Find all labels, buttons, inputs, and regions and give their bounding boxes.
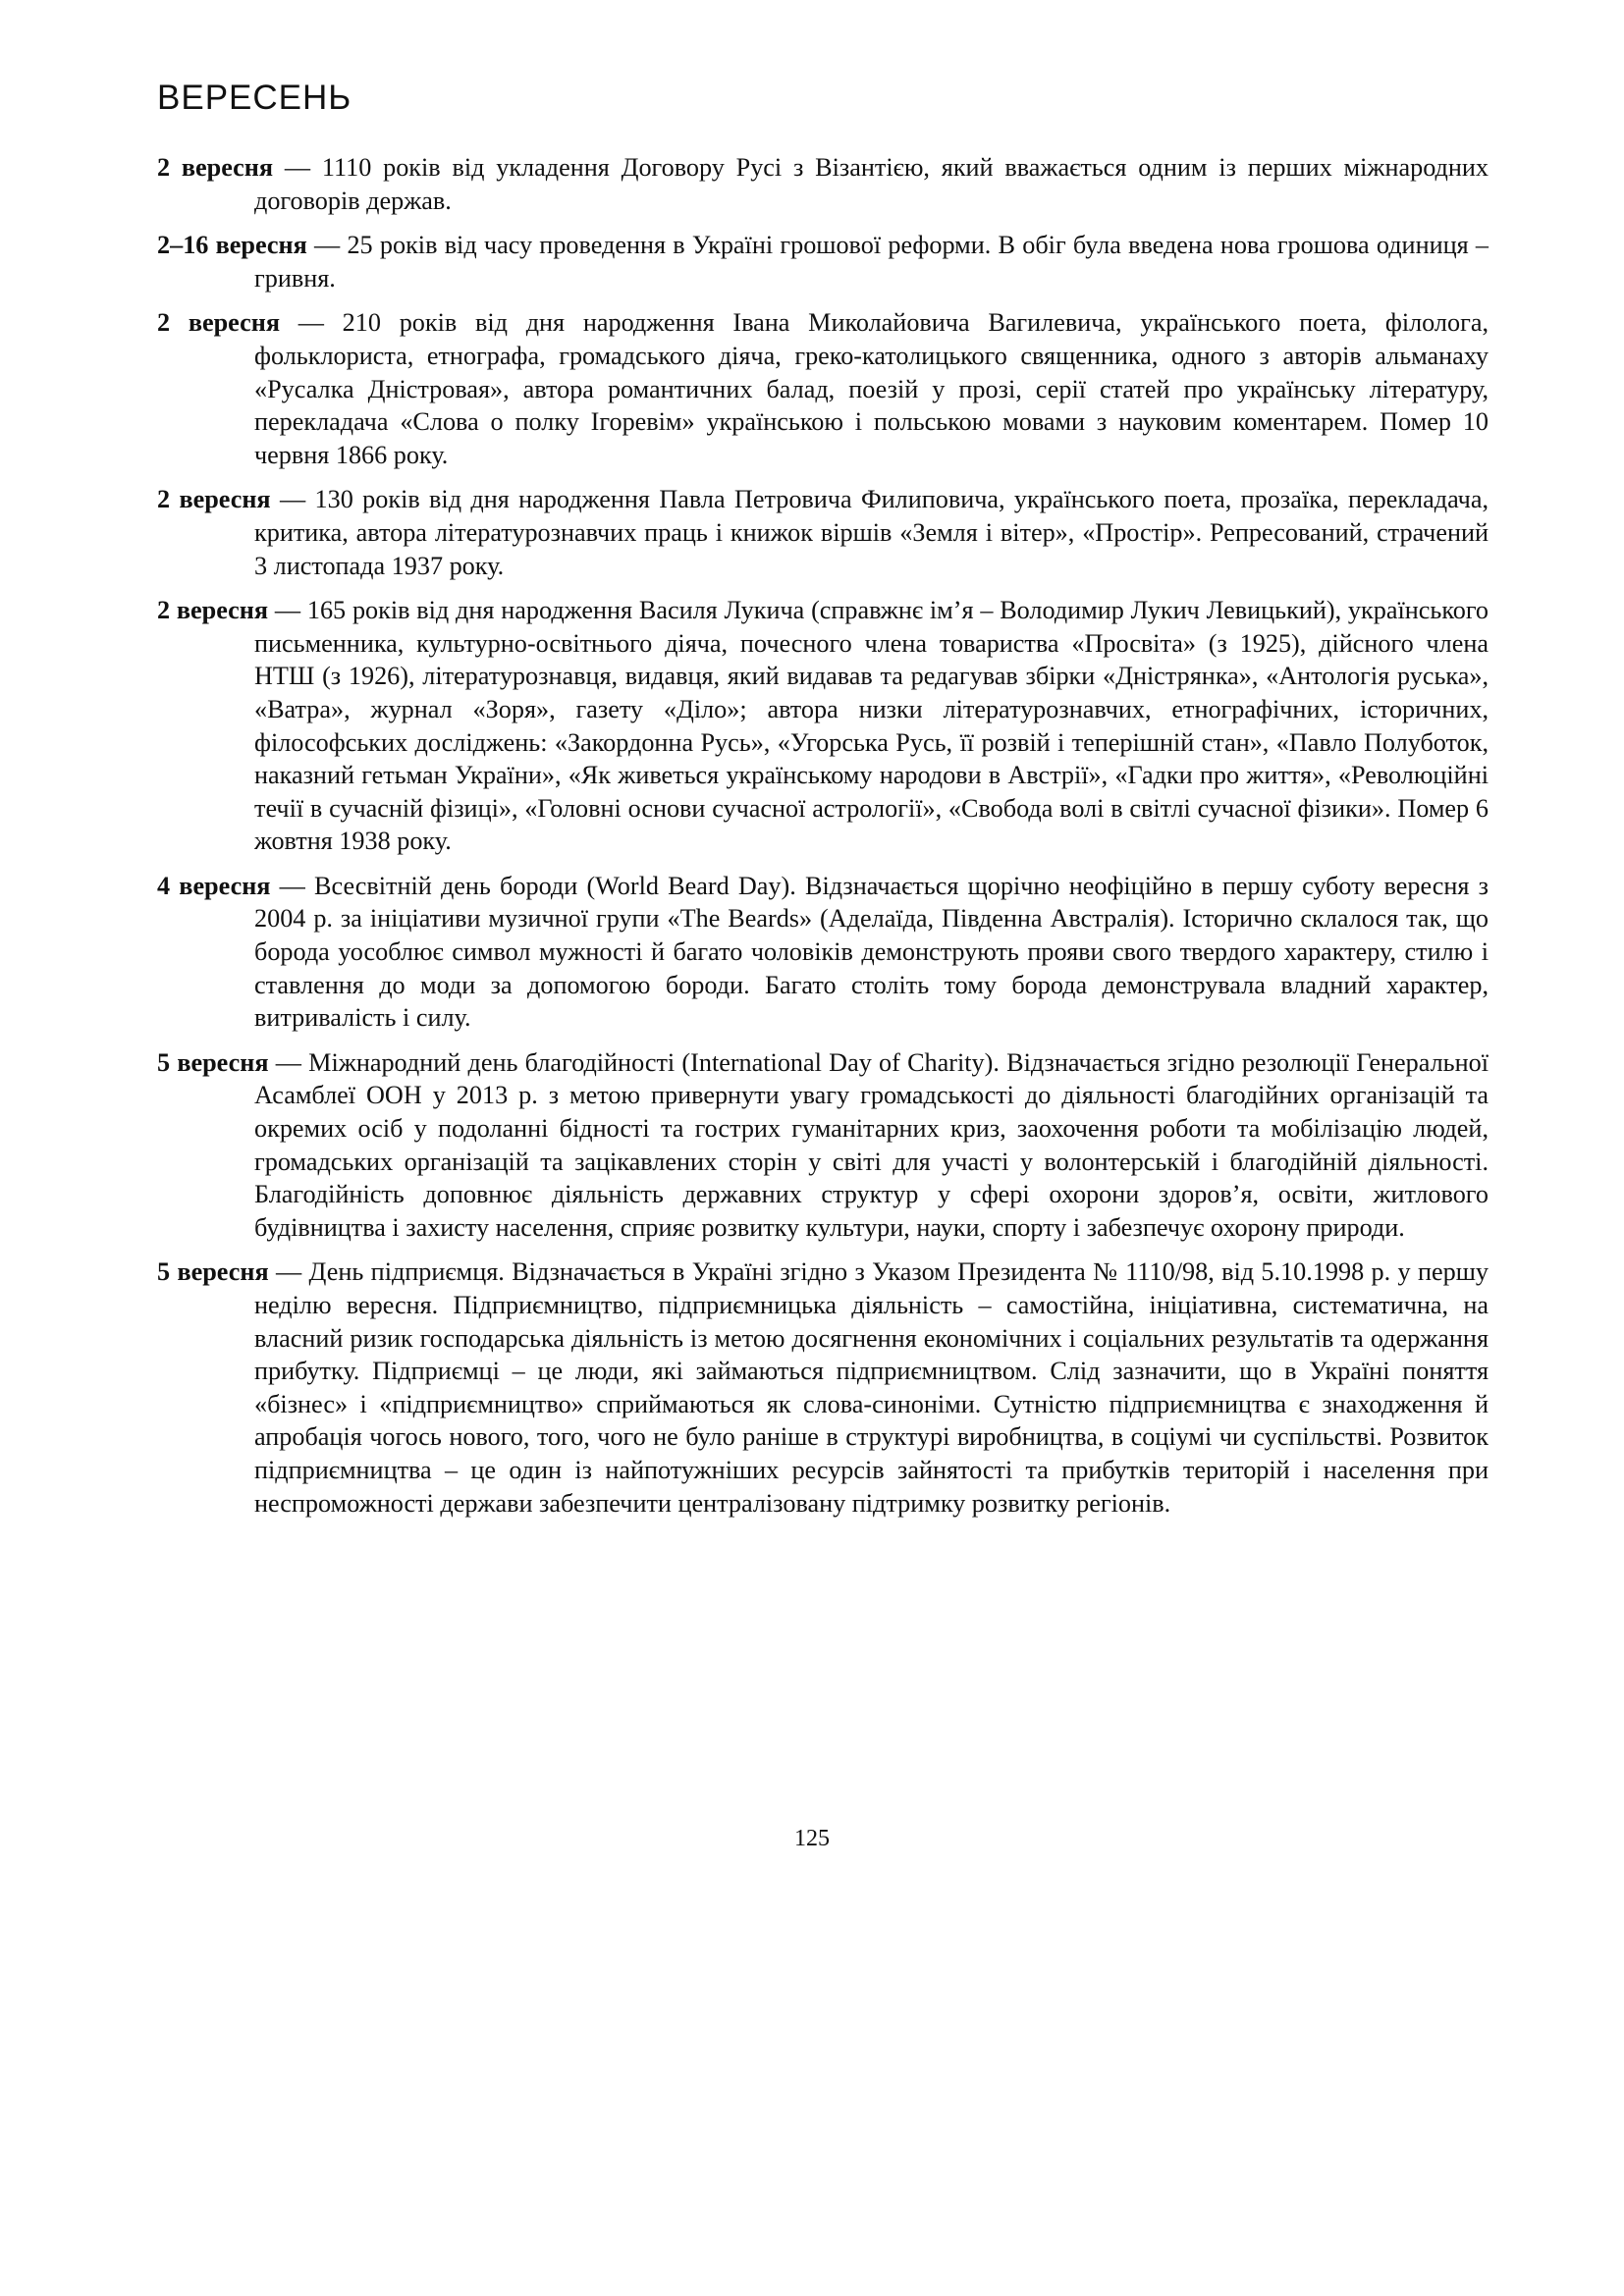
calendar-entry bbox=[157, 870, 1489, 1035]
calendar-entry bbox=[157, 1046, 1489, 1245]
entry-text: — 25 років від часу проведення в Україні грошової реформи. В обіг була введена нова грошова одиниця – гривня. bbox=[254, 231, 1489, 293]
entry-text: — Всесвітній день бороди (World Beard Day). Відзначається щорічно неофіційно в першу суботу вересня з 2004 р. за ініціативи музичної групи «The Beards» (Аделаїда, Південна Австралія). Історично склалося так, що борода уособлює символ мужності й багато чоловіків демонструють прояви свого твердого характеру, стилю і ставлення до моди за допомогою бороди. Багато століть тому борода демонструвала владний характер, витривалість і силу. bbox=[254, 871, 1489, 1033]
entry-text: — Міжнародний день благодійності (International Day of Charity). Відзначається згідно резолюції Генеральної Асамблеї ООН у 2013 р. з метою привернути увагу громадськості до діяльності благодійних організацій та окремих осіб у подоланні бідності та гострих гуманітарних криз, заохочення роботи та мобілізацію людей, громадських організацій та зацікавлених сторін у світі для участі у волонтерській і благодійній діяльності. Благодійність доповнює діяльність державних структур у сфері охорони здоров’я, освіти, житлового будівництва і захисту населення, сприяє розвитку культури, науки, спорту і забезпечує охорону природи. bbox=[254, 1047, 1489, 1242]
calendar-entry bbox=[157, 594, 1489, 858]
entry-date: 2 вересня bbox=[157, 153, 274, 182]
month-heading: ВЕРЕСЕНЬ bbox=[157, 79, 352, 117]
entry-date: 4 вересня bbox=[157, 871, 271, 900]
entry-date: 5 вересня bbox=[157, 1047, 269, 1077]
calendar-entry bbox=[157, 229, 1489, 294]
entry-text: — 130 років від дня народження Павла Петровича Филиповича, українського поета, прозаїка, перекладача, критика, автора літературознавчих праць і книжок віршів «Земля і вітер», «Простір». Репресований, страчений 3 листопада 1937 року. bbox=[254, 485, 1489, 580]
entry-text: — 165 років від дня народження Василя Лукича (справжнє ім’я – Володимир Лукич Левицький), українського письменника, культурно-освітнього діяча, почесного члена товариства «Просвіта» (з 1925), дійсного члена НТШ (з 1926), літературознавця, видавця, який видавав та редагував збірки «Дністрянка», «Антологія руська», «Ватра», журнал «Зоря», газету «Діло»; автора низки літературознавчих, етнографічних, історичних, філософських досліджень: «Закордонна Русь», «Угорська Русь, її розвій і теперішній стан», «Павло Полуботок, наказний гетьман України», «Як живеться українському народови в Австрії», «Гадки про життя», «Революційні течії в сучасній фізиці», «Головні основи сучасної астрології», «Свобода волі в світлі сучасної фізики». Помер 6 жовтня 1938 року. bbox=[254, 596, 1489, 856]
calendar-entry bbox=[157, 483, 1489, 582]
entry-text: — 1110 років від укладення Договору Русі з Візантією, який вважається одним із перших міжнародних договорів держав. bbox=[254, 153, 1489, 215]
calendar-entry bbox=[157, 151, 1489, 217]
entry-date: 2 вересня bbox=[157, 485, 271, 514]
calendar-entry bbox=[157, 306, 1489, 471]
entry-date: 5 вересня bbox=[157, 1257, 269, 1287]
entry-date: 2 вересня bbox=[157, 308, 280, 338]
entry-date: 2–16 вересня bbox=[157, 231, 307, 260]
entry-date: 2 вересня bbox=[157, 596, 269, 625]
calendar-entry bbox=[157, 1255, 1489, 1520]
entries-list bbox=[157, 151, 1489, 1531]
page-number: 125 bbox=[794, 1826, 830, 1851]
entry-text: — День підприємця. Відзначається в Україні згідно з Указом Президента № 1110/98, від 5.10.1998 р. у першу неділю вересня. Підприємництво, підприємницька діяльність – самостійна, ініціативна, систематична, на власний ризик господарська діяльність із метою досягнення економічних і соціальних результатів та одержання прибутку. Підприємці – це люди, які займаються підприємництвом. Слід зазначити, що в Україні поняття «бізнес» і «підприємництво» сприймаються як слова-синоніми. Сутністю підприємництва є знаходження й апробація чогось нового, того, чого не було раніше в структурі виробництва, в соціумі чи суспільстві. Розвиток підприємництва – це один із найпотужніших ресурсів зайнятості та прибутків територій і населення при неспроможності держави забезпечити централізовану підтримку розвитку регіонів. bbox=[254, 1257, 1489, 1518]
entry-text: — 210 років від дня народження Івана Миколайовича Вагилевича, українського поета, філолога, фольклориста, етнографа, громадського діяча, греко-католицького священника, одного з авторів альманаху «Русалка Дністровая», автора романтичних балад, поезій у прозі, серії статей про українську літературу, перекладача «Слова о полку Ігоревім» українською і польською мовами з науковим коментарем. Помер 10 червня 1866 року. bbox=[254, 308, 1489, 469]
